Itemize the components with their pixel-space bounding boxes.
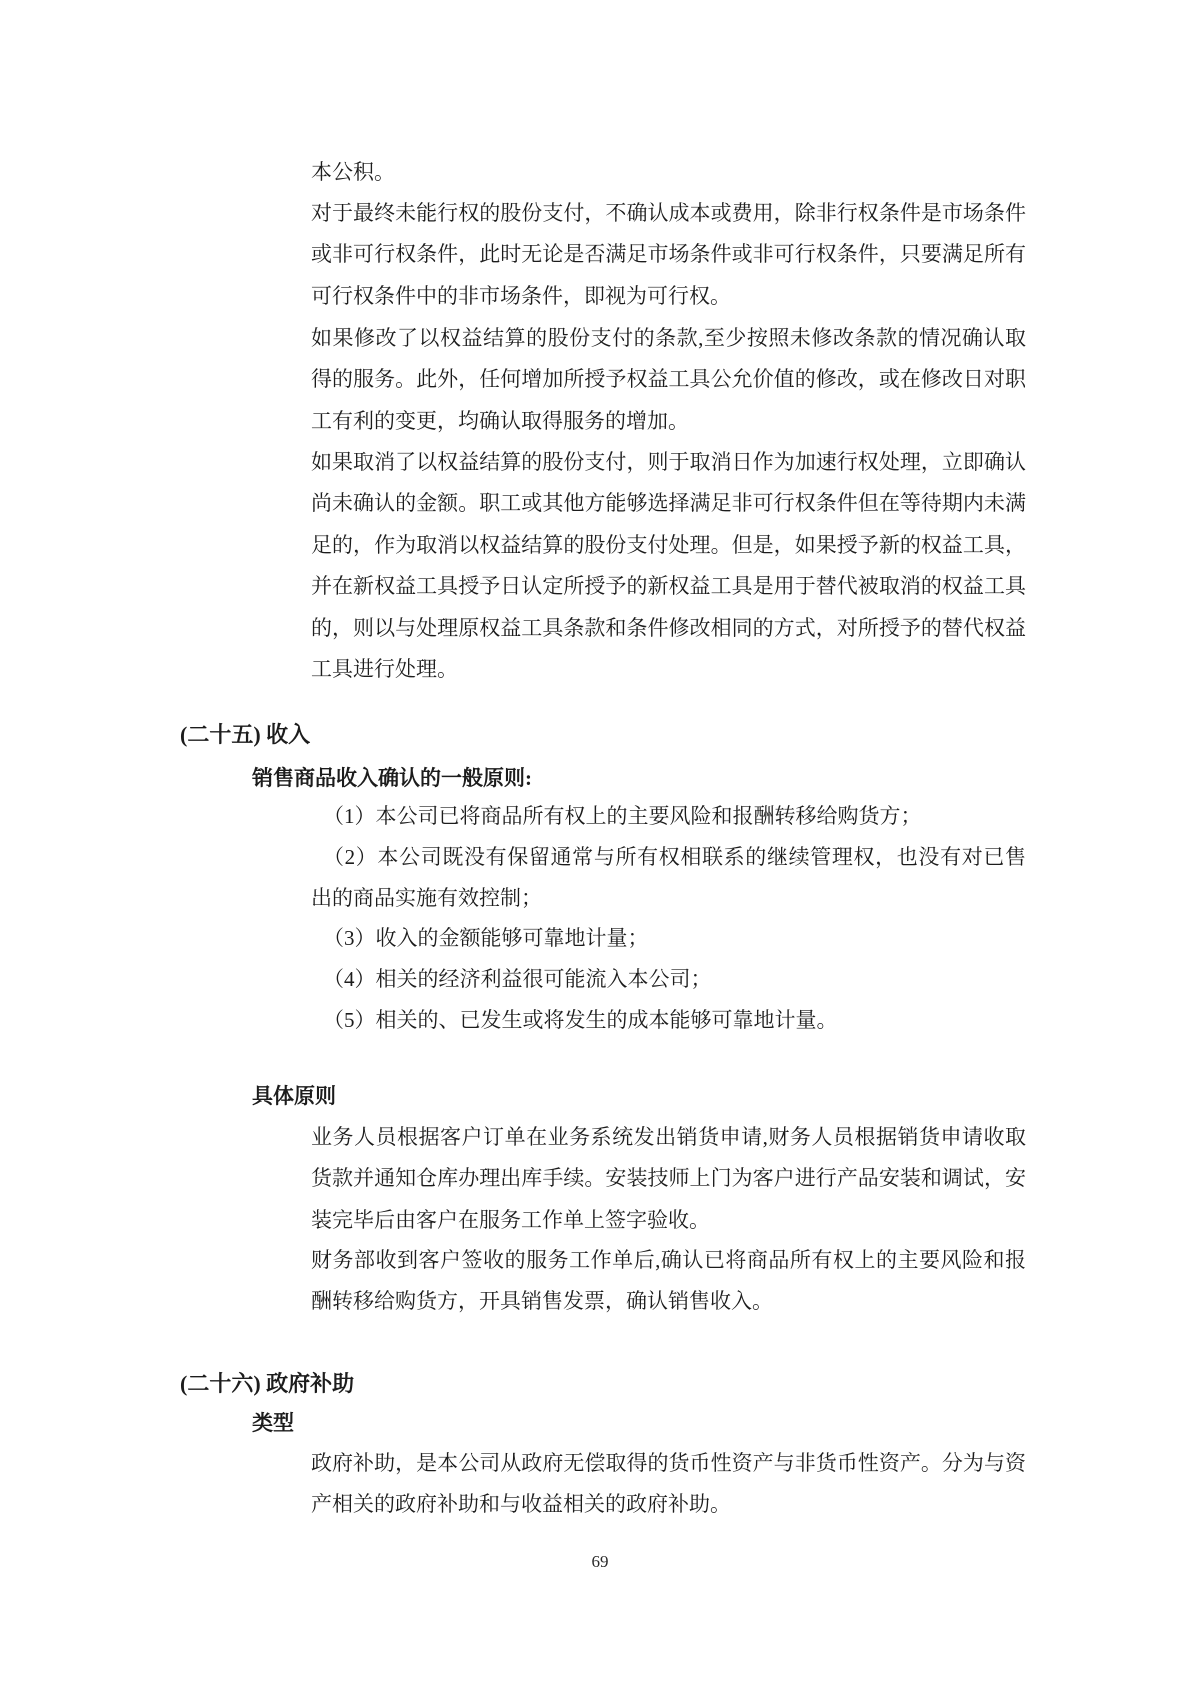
paragraph-carryover bbox=[311, 152, 1026, 193]
paragraph-text: 如果取消了以权益结算的股份支付，则于取消日作为加速行权处理，立即确认尚未确认的金额。职工或其他方能够选择满足非可行权条件但在等待期内未满足的，作为取消以权益结算的股份支付处理。但是，如果授予新的权益工具，并在新权益工具授予日认定所授予的新权益工具是用于替代被取消的权益工具的，则以与处理原权益工具条款和条件修改相同的方式，对所授予的替代权益工具进行处理。 bbox=[311, 450, 1026, 682]
revenue-recognition-list bbox=[311, 796, 1026, 1041]
paragraph-text: 本公积。 bbox=[311, 160, 395, 184]
paragraph-text: 对于最终未能行权的股份支付，不确认成本或费用，除非行权条件是市场条件或非可行权条件，此时无论是否满足市场条件或非可行权条件，只要满足所有可行权条件中的非市场条件，即视为可行权。 bbox=[311, 201, 1026, 308]
page-number: 69 bbox=[591, 1552, 609, 1571]
paragraph-text: 财务部收到客户签收的服务工作单后,确认已将商品所有权上的主要风险和报酬转移给购货方，开具销售发票，确认销售收入。 bbox=[311, 1248, 1026, 1314]
paragraph-text: 政府补助，是本公司从政府无偿取得的货币性资产与非货币性资产。分为与资产相关的政府补助和与收益相关的政府补助。 bbox=[311, 1451, 1026, 1517]
paragraph-text: 如果修改了以权益结算的股份支付的条款,至少按照未修改条款的情况确认取得的服务。此外，任何增加所授予权益工具公允价值的修改，或在修改日对职工有利的变更，均确认取得服务的增加。 bbox=[311, 326, 1026, 433]
paragraph-cancellation bbox=[311, 442, 1026, 690]
subheading-general-principles: 销售商品收入确认的一般原则: bbox=[252, 766, 532, 790]
paragraph-vesting-conditions bbox=[311, 193, 1026, 317]
list-item: （1）本公司已将商品所有权上的主要风险和报酬转移给购货方； bbox=[323, 804, 922, 828]
list-item: （2）本公司既没有保留通常与所有权相联系的继续管理权，也没有对已售出的商品实施有效控制； bbox=[311, 844, 1026, 910]
paragraph-grant-definition bbox=[311, 1443, 1026, 1526]
paragraph-finance-confirmation bbox=[311, 1240, 1026, 1323]
paragraph-text: 业务人员根据客户订单在业务系统发出销货申请,财务人员根据销货申请收取货款并通知仓库办理出库手续。安装技师上门为客户进行产品安装和调试，安装完毕后由客户在服务工作单上签字验收。 bbox=[311, 1125, 1026, 1232]
list-item: （4）相关的经济利益很可能流入本公司； bbox=[323, 967, 712, 992]
section-heading-26-government-grants: (二十六) 政府补助 bbox=[180, 1371, 355, 1396]
subheading-grant-type: 类型 bbox=[252, 1411, 294, 1435]
paragraph-modification bbox=[311, 318, 1026, 442]
subheading-specific-principles: 具体原则 bbox=[252, 1084, 336, 1108]
list-item: （5）相关的、已发生或将发生的成本能够可靠地计量。 bbox=[323, 1007, 838, 1032]
section-heading-25-revenue: (二十五) 收入 bbox=[180, 722, 311, 747]
list-item: （3）收入的金额能够可靠地计量； bbox=[323, 926, 649, 951]
paragraph-sales-process bbox=[311, 1117, 1026, 1241]
